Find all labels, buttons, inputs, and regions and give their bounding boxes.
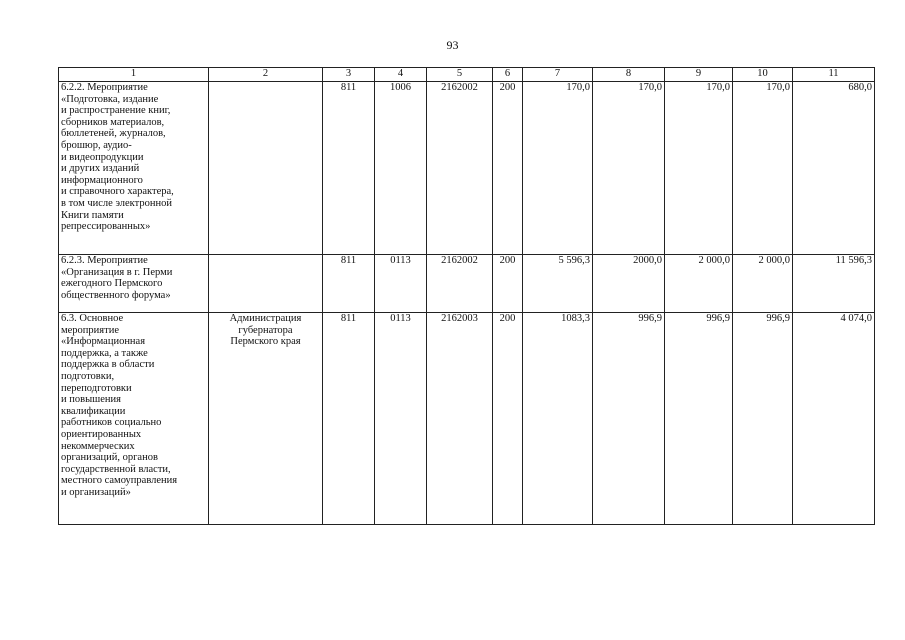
- value-cell: 2 000,0: [733, 255, 793, 313]
- section-code-cell: 0113: [375, 313, 427, 525]
- table-row: [59, 255, 875, 313]
- value-cell: 996,9: [733, 313, 793, 525]
- page-number: 93: [446, 38, 459, 52]
- value-cell: 170,0: [523, 82, 593, 255]
- value-cell: 170,0: [593, 82, 665, 255]
- column-header: 7: [523, 68, 593, 82]
- value-cell: 2000,0: [593, 255, 665, 313]
- column-header: 5: [427, 68, 493, 82]
- value-cell: 5 596,3: [523, 255, 593, 313]
- value-cell: 996,9: [593, 313, 665, 525]
- target-code-cell: 2162003: [427, 313, 493, 525]
- value-cell: 1083,3: [523, 313, 593, 525]
- admin-code-cell: 811: [323, 313, 375, 525]
- measure-name: 6.2.2. Мероприятие «Подготовка, издание и распространение книг, сборников материалов, бюллетеней, журналов, брошюр, аудио- и видеопродукции и других изданий информационного и справочного характера, в том числе электронной Книги памяти репрессированных»: [61, 82, 174, 233]
- total-cell: 4 074,0: [793, 313, 875, 525]
- column-header: 9: [665, 68, 733, 82]
- column-header: 8: [593, 68, 665, 82]
- table-row: [59, 313, 875, 525]
- total-cell: 680,0: [793, 82, 875, 255]
- column-header: 6: [493, 68, 523, 82]
- executor-name: Администрация губернатора Пермского края: [229, 313, 302, 348]
- total-cell: 11 596,3: [793, 255, 875, 313]
- executor-cell: [209, 255, 323, 313]
- column-number-row: [59, 68, 875, 82]
- section-code-cell: 1006: [375, 82, 427, 255]
- column-header: 11: [793, 68, 875, 82]
- budget-table: [58, 67, 875, 525]
- value-cell: 170,0: [665, 82, 733, 255]
- table-row: [59, 82, 875, 255]
- expense-type-cell: 200: [493, 313, 523, 525]
- executor-cell: [209, 313, 323, 525]
- column-header: 4: [375, 68, 427, 82]
- column-header: 1: [59, 68, 209, 82]
- measure-name-cell: [59, 82, 209, 255]
- expense-type-cell: 200: [493, 82, 523, 255]
- measure-name-cell: [59, 313, 209, 525]
- expense-type-cell: 200: [493, 255, 523, 313]
- value-cell: 2 000,0: [665, 255, 733, 313]
- measure-name: 6.2.3. Мероприятие «Организация в г. Перми ежегодного Пермского общественного форума»: [61, 255, 173, 301]
- value-cell: 170,0: [733, 82, 793, 255]
- section-code-cell: 0113: [375, 255, 427, 313]
- measure-name-cell: [59, 255, 209, 313]
- target-code-cell: 2162002: [427, 255, 493, 313]
- column-header: 2: [209, 68, 323, 82]
- measure-name: 6.3. Основное мероприятие «Информационная поддержка, а также поддержка в области подготовки, переподготовки и повышения квалификации работников социально ориентированных некоммерческих организаций, органов государственной власти, местного самоуправления и организаций»: [61, 313, 178, 498]
- executor-cell: [209, 82, 323, 255]
- column-header: 3: [323, 68, 375, 82]
- admin-code-cell: 811: [323, 255, 375, 313]
- value-cell: 996,9: [665, 313, 733, 525]
- target-code-cell: 2162002: [427, 82, 493, 255]
- admin-code-cell: 811: [323, 82, 375, 255]
- column-header: 10: [733, 68, 793, 82]
